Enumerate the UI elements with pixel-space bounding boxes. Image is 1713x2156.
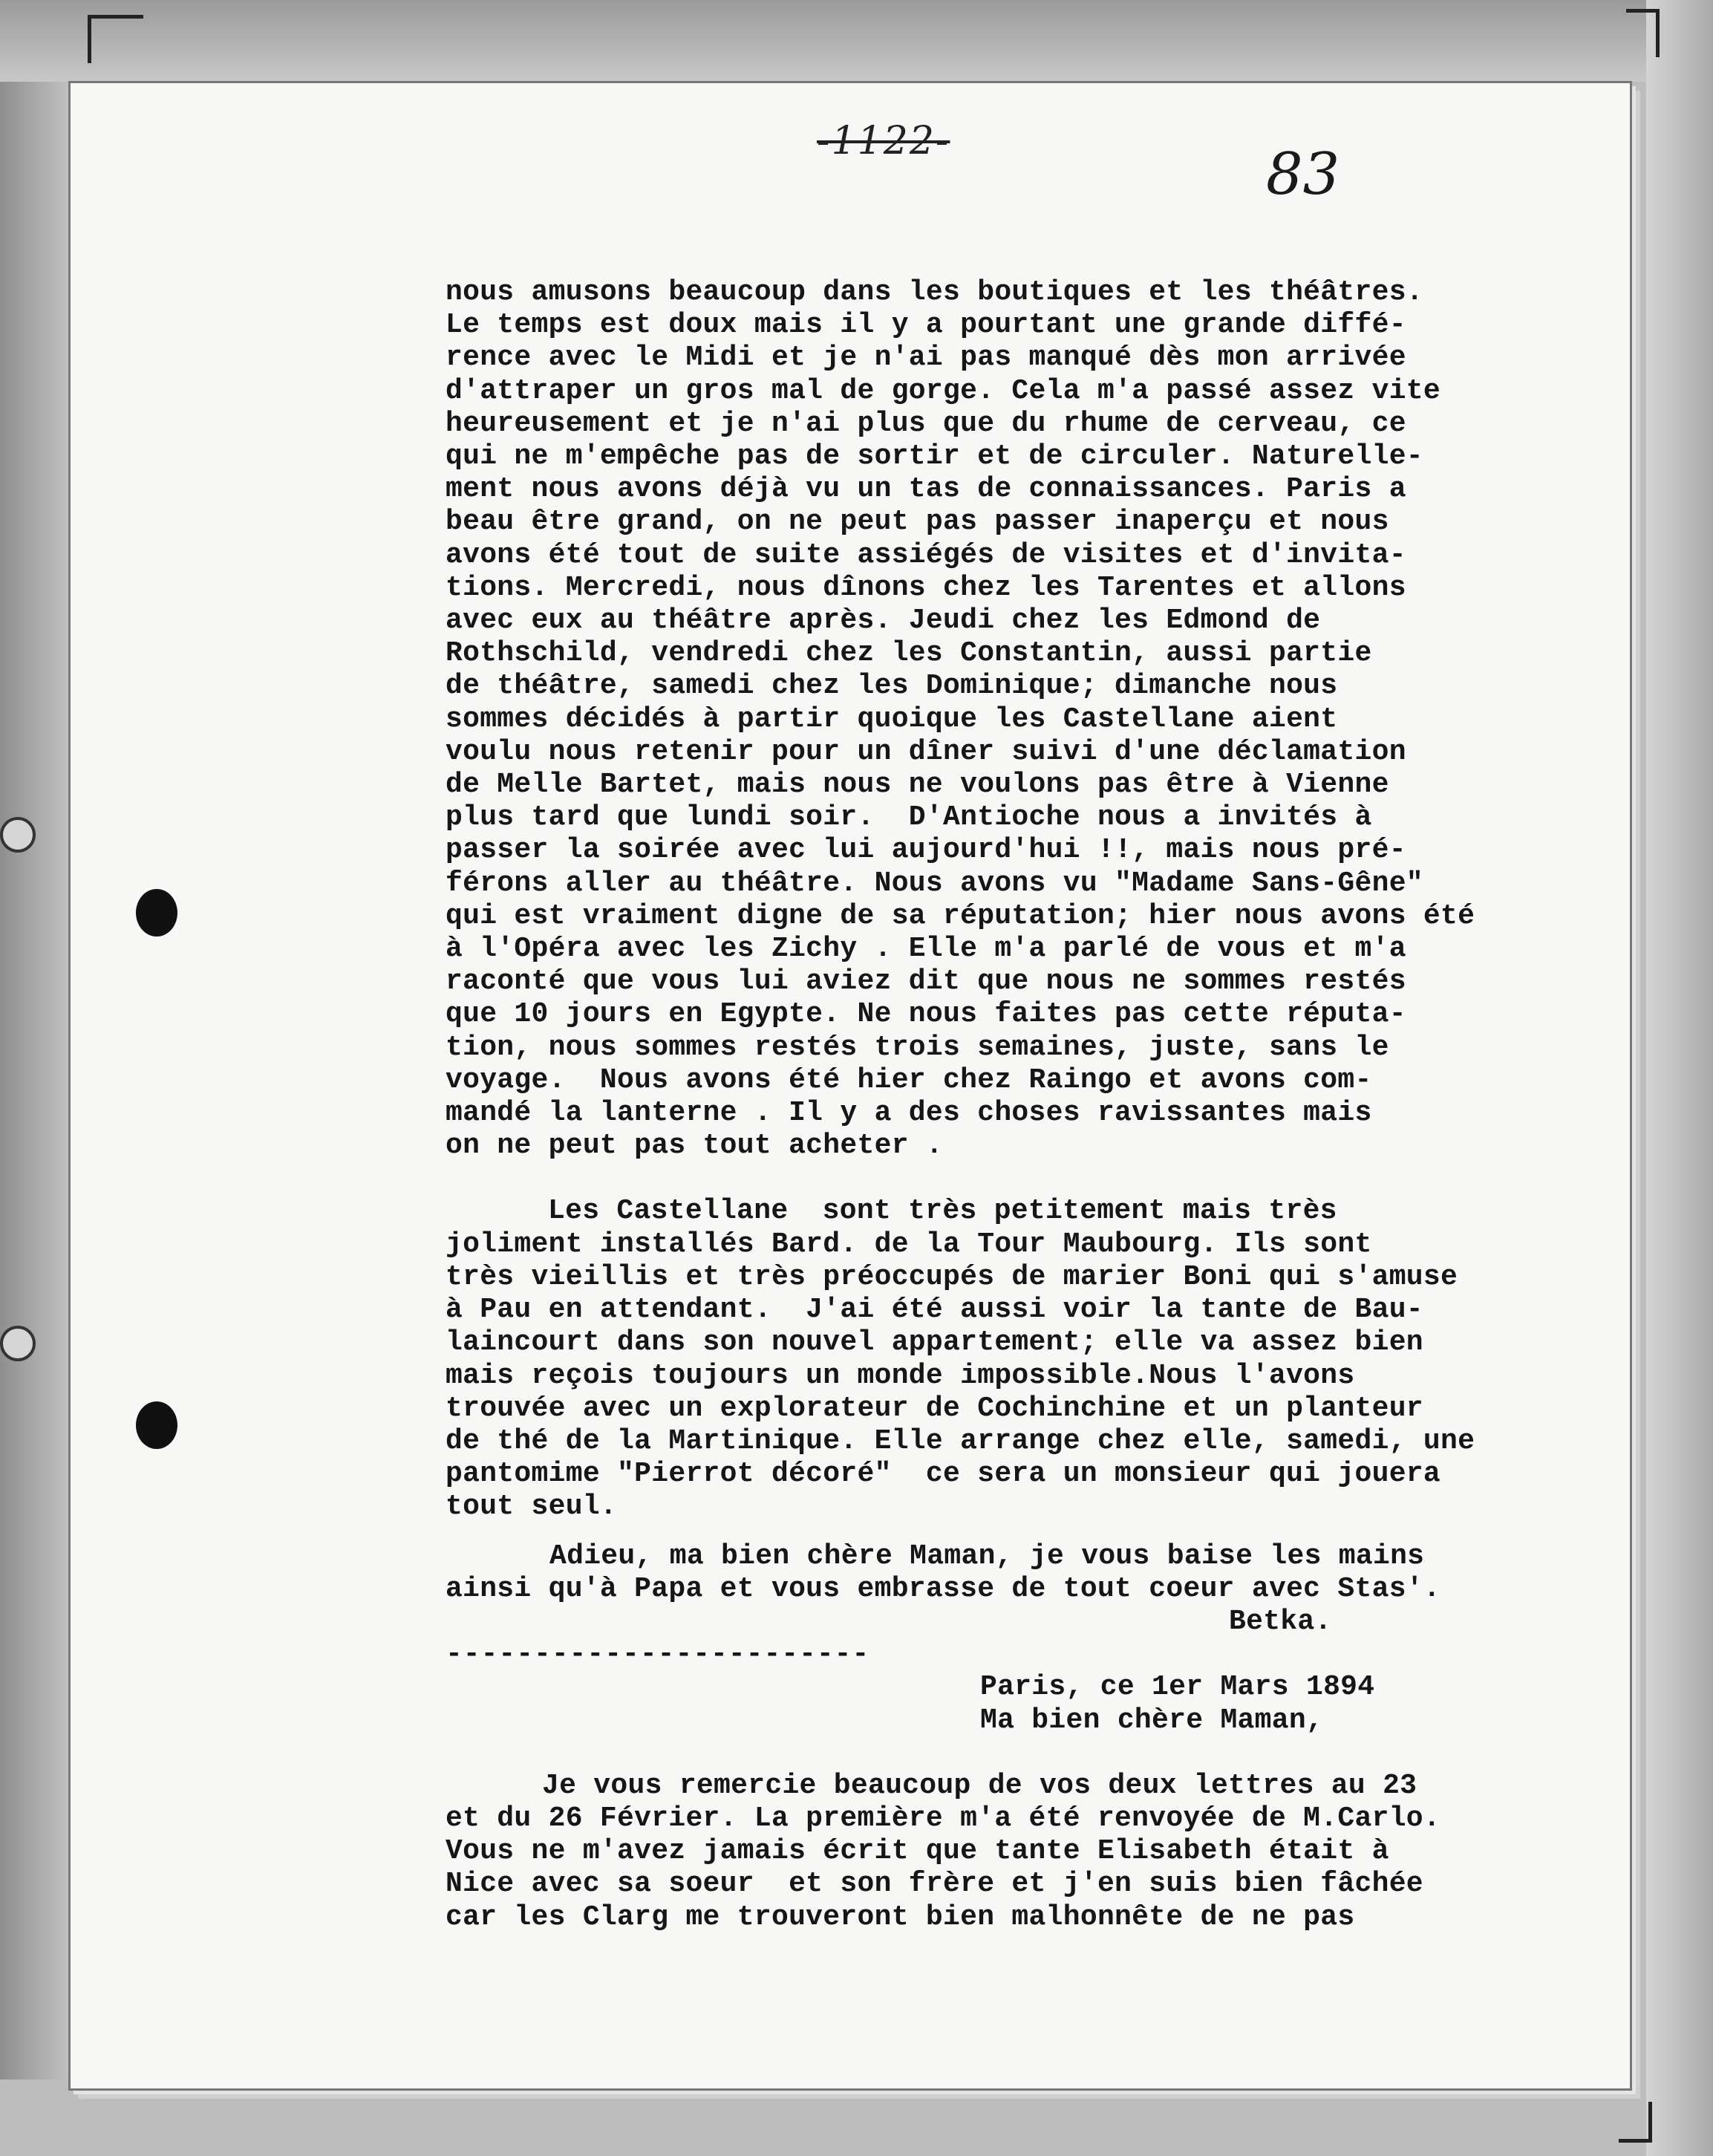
text-line: trouvée avec un explorateur de Cochinchine et un planteur [446, 1392, 1423, 1424]
text-line: Rothschild, vendredi chez les Constantin, aussi partie [446, 637, 1372, 670]
text-line: de thé de la Martinique. Elle arrange chez elle, samedi, une [446, 1424, 1475, 1457]
text-line: Le temps est doux mais il y a pourtant une grande diffé- [446, 309, 1406, 342]
text-line: de Melle Bartet, mais nous ne voulons pas être à Vienne [446, 769, 1389, 801]
letter-1-closing [446, 1540, 1604, 1606]
scan-background-top [0, 0, 1713, 82]
text-line: joliment installés Bard. de la Tour Maubourg. Ils sont [446, 1228, 1372, 1260]
binder-ring-icon [0, 1326, 36, 1361]
text-line: laincourt dans son nouvel appartement; elle va assez bien [446, 1326, 1423, 1359]
text-line: rence avec le Midi et je n'ai pas manqué dès mon arrivée [446, 342, 1406, 374]
text-line: férons aller au théâtre. Nous avons vu "Madame Sans-Gêne" [446, 867, 1423, 899]
crop-mark-top-right [1626, 9, 1660, 57]
text-line: mais reçois toujours un monde impossible.Nous l'avons [446, 1359, 1355, 1392]
text-line: pantomime "Pierrot décoré" ce sera un monsieur qui jouera [446, 1458, 1441, 1491]
letter-2-paragraph-1 [446, 1770, 1604, 1934]
text-line: voulu nous retenir pour un dîner suivi d'une déclamation [446, 735, 1406, 768]
text-line: à l'Opéra avec les Zichy . Elle m'a parlé de vous et m'a [446, 933, 1406, 965]
binder-ring-icon [0, 817, 36, 853]
text-line: ainsi qu'à Papa et vous embrasse de tout coeur avec Stas'. [446, 1572, 1441, 1605]
text-line: d'attraper un gros mal de gorge. Cela m'a passé assez vite [446, 374, 1441, 407]
salutation: Ma bien chère Maman, [980, 1704, 1324, 1736]
text-line: avons été tout de suite assiégés de visites et d'invita- [446, 538, 1406, 571]
text-line: raconté que vous lui aviez dit que nous ne sommes restés [446, 965, 1406, 998]
text-line: plus tard que lundi soir. D'Antioche nous a invités à [446, 801, 1372, 834]
text-line: à Pau en attendant. J'ai été aussi voir la tante de Bau- [446, 1294, 1423, 1326]
text-line: heureusement et je n'ai plus que du rhume de cerveau, ce [446, 407, 1406, 440]
letter-1-paragraph-2 [446, 1195, 1604, 1523]
struck-archive-number: -1122- [817, 119, 950, 163]
dateline: Paris, ce 1er Mars 1894 [980, 1671, 1375, 1704]
scan-background-right [1646, 0, 1713, 2156]
text-line: mandé la lanterne . Il y a des choses ravissantes mais [446, 1097, 1372, 1130]
text-line: de théâtre, samedi chez les Dominique; dimanche nous [446, 670, 1338, 703]
text-line: qui ne m'empêche pas de sortir et de circuler. Naturelle- [446, 440, 1423, 473]
signature: Betka. [1229, 1605, 1332, 1638]
text-line: Les Castellane sont très petitement mais très [548, 1195, 1337, 1228]
text-line: tion, nous sommes restés trois semaines, juste, sans le [446, 1031, 1389, 1064]
crop-mark-bottom-right [1619, 2102, 1652, 2143]
text-line: Nice avec sa soeur et son frère et j'en suis bien fâchée [446, 1868, 1423, 1901]
text-line: que 10 jours en Egypte. Ne nous faites pas cette réputa- [446, 998, 1406, 1031]
text-line: qui est vraiment digne de sa réputation; hier nous avons été [446, 899, 1475, 932]
text-line: beau être grand, on ne peut pas passer inaperçu et nous [446, 506, 1389, 538]
text-line: Adieu, ma bien chère Maman, je vous baise les mains [549, 1540, 1425, 1572]
letter-1-paragraph-1 [446, 276, 1604, 1162]
text-line: tions. Mercredi, nous dînons chez les Tarentes et allons [446, 571, 1406, 604]
text-line: très vieillis et très préoccupés de marier Boni qui s'amuse [446, 1260, 1458, 1293]
text-line: nous amusons beaucoup dans les boutiques et les théâtres. [446, 276, 1423, 308]
text-line: Je vous remercie beaucoup de vos deux lettres au 23 [542, 1769, 1417, 1802]
text-line: on ne peut pas tout acheter . [446, 1130, 944, 1162]
text-line: et du 26 Février. La première m'a été renvoyée de M.Carlo. [446, 1802, 1441, 1834]
text-line: ment nous avons déjà vu un tas de connaissances. Paris a [446, 473, 1406, 506]
letter-body [446, 276, 1604, 1934]
text-line: tout seul. [446, 1491, 618, 1523]
text-line: avec eux au théâtre après. Jeudi chez les Edmond de [446, 605, 1321, 637]
punch-hole-icon [136, 889, 177, 937]
text-line: car les Clarg me trouveront bien malhonnête de ne pas [446, 1901, 1355, 1933]
text-line: sommes décidés à partir quoique les Castellane aient [446, 703, 1338, 735]
text-line: passer la soirée avec lui aujourd'hui !!, mais nous pré- [446, 834, 1406, 867]
punch-hole-icon [136, 1401, 177, 1449]
text-line: voyage. Nous avons été hier chez Raingo et avons com- [446, 1064, 1372, 1096]
letter-separator: ------------------------ [446, 1638, 870, 1671]
handwritten-page-number: 83 [1266, 141, 1340, 208]
crop-mark-top-left [88, 15, 143, 63]
text-line: Vous ne m'avez jamais écrit que tante Elisabeth était à [446, 1835, 1389, 1868]
